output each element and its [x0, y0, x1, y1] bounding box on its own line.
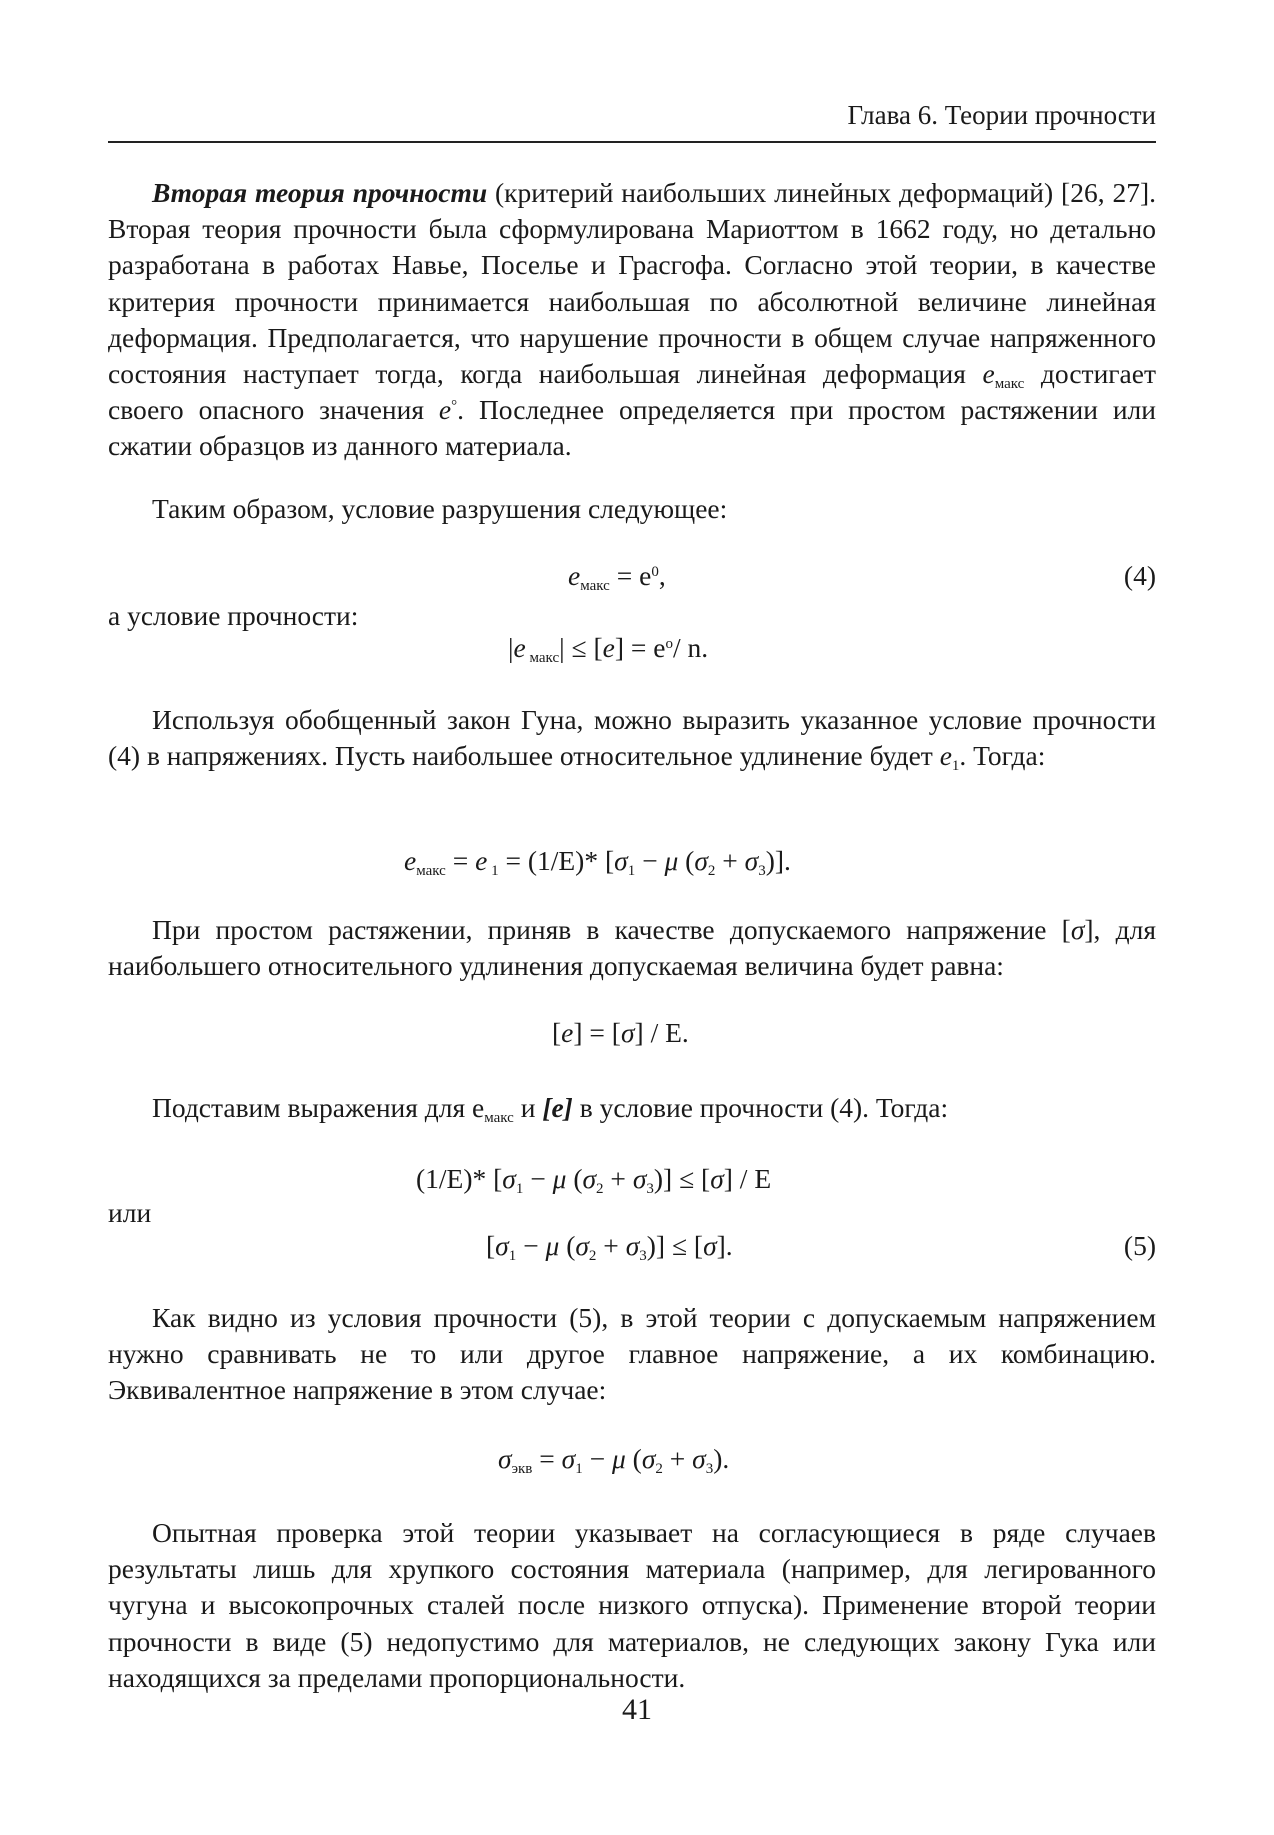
- paragraph-experimental: Опытная проверка этой теории указывает на согласующиеся в ряде случаев результаты лишь для хрупкого состояния материала (например, для легированного чугуна и высокопрочных сталей после низкого отпуска). Применение второй теории прочности в виде (5) недопустимо для материалов, не следующих закону Гука или находящихся за пределами пропорциональности.: [108, 1517, 1156, 1693]
- equation-5: [$\sigma_1 - \mu$ $(\sigma_2 + \sigma_3)] \le [\sigma]$.: [486, 1230, 733, 1264]
- paragraph-hooke: Используя обобщенный закон Гуна, можно выразить указанное условие прочности (4) в напряжениях. Пусть наибольшее относительное удлинение будет $e_1$. Тогда:: [108, 704, 1156, 775]
- theory-title: Вторая теория прочности: [152, 177, 488, 208]
- equation-emax: $e_{макс} = e$ $_1$ = (1/E)* [$\sigma_1 - \mu$ $(\sigma_2 + \sigma_3)$].: [404, 845, 791, 879]
- running-header: Глава 6. Теории прочности: [108, 100, 1156, 143]
- equation-number-4: (4): [1123, 560, 1156, 591]
- paragraph-second-theory: [108, 175, 1156, 465]
- paragraph-text: Вторая теория прочности (критерий наибольших линейных деформаций) [26, 27]. Вторая теория прочности была сформулирована Мариоттом в 1662 году, но детально разработана в работах Навье, Поселье и Грасгофа. Согласно этой теории, в качестве критерия прочности принимается наибольшая по абсолютной величине линейная деформация. Предполагается, что нарушение прочности в общем случае напряженного состояния наступает тогда, когда наибольшая линейная деформация $e_{макс}$ достигает своего опасного значения e°. Последнее определяется при простом растяжении или сжатии образцов из данного материала.: [108, 177, 1156, 462]
- equation-allowable-strain: [e] = [σ] / E.: [552, 1017, 689, 1048]
- strength-condition-label: а условие прочности:: [108, 600, 359, 631]
- paragraph-equivalent: Как видно из условия прочности (5), в этой теории с допускаемым напряжением нужно сравнивать не то или другое главное напряжение, а их комбинацию. Эквивалентное напряжение в этом случае:: [108, 1302, 1156, 1406]
- equation-5a: (1/E)* [$\sigma_1 - \mu$ $(\sigma_2 + \sigma_3)] \le [\sigma] / E$: [416, 1163, 772, 1197]
- or-label: или: [108, 1197, 152, 1228]
- equation-equivalent-stress: $\sigma_{экв} = \sigma_1 - \mu$ $(\sigma_2 + \sigma_3)$.: [498, 1443, 730, 1477]
- equation-4: $e_{макс} = e^0$,: [568, 560, 666, 594]
- page-number: 41: [622, 1693, 652, 1726]
- paragraph-tension: При простом растяжении, приняв в качестве допускаемого напряжение [σ], для наибольшего относительного удлинения допускаемая величина будет равна:: [108, 914, 1156, 982]
- paragraph-substitute: Подставим выражения для $e_{макс}$ и [e] в условие прочности (4). Тогда:: [152, 1092, 949, 1126]
- equation-number-5: (5): [1123, 1230, 1156, 1261]
- paragraph-failure-intro: Таким образом, условие разрушения следующее:: [152, 493, 728, 524]
- equation-4-strength: |e $_{макс}| \le [e] = e^o/$ n.: [508, 632, 709, 666]
